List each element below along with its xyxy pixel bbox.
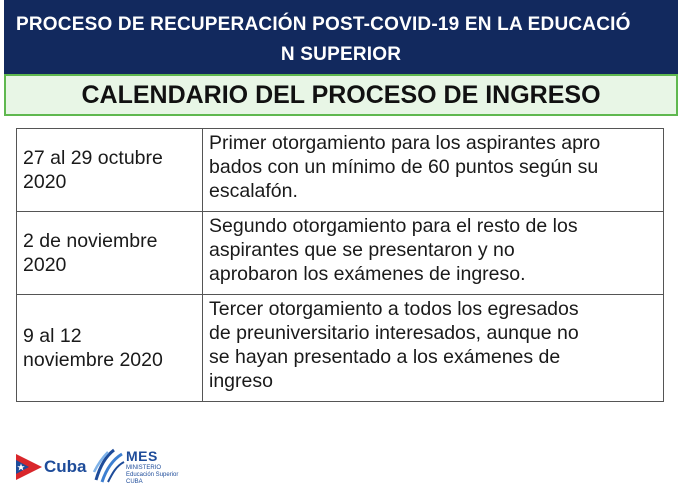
table-row (17, 212, 664, 295)
description-line: bados con un mínimo de 60 puntos según su (209, 156, 599, 178)
cuba-logo (14, 452, 87, 484)
mes-logo-text: MES (126, 448, 158, 464)
description-line: ingreso (209, 370, 273, 392)
description-cell (203, 295, 664, 402)
date-line: 2 de noviembre (23, 230, 158, 252)
description-line: Primer otorgamiento para los aspirantes apro (209, 132, 601, 154)
date-cell (17, 295, 203, 402)
table-row (17, 295, 664, 402)
footer-logos (14, 446, 194, 486)
date-cell (17, 129, 203, 212)
mes-sub-line: MINISTERIO (126, 465, 162, 471)
description-line: se hayan presentado a los exámenes de (209, 346, 561, 368)
date-line: 2020 (23, 171, 67, 193)
cuba-logo-text: Cuba (44, 457, 87, 476)
description-line: Segundo otorgamiento para el resto de los (209, 215, 578, 237)
date-line: noviembre 2020 (23, 349, 163, 371)
mes-sub-line: Educación Superior (126, 472, 179, 478)
date-cell (17, 212, 203, 295)
cuba-flag-icon (14, 452, 44, 482)
description-line: escalafón. (209, 180, 298, 202)
description-line: de preuniversitario interesados, aunque no (209, 322, 579, 344)
subtitle-box (4, 74, 678, 116)
date-line: 9 al 12 (23, 325, 82, 347)
mes-logo (92, 446, 192, 486)
description-cell (203, 212, 664, 295)
banner-title-line2: N SUPERIOR (280, 44, 402, 65)
mes-emblem-icon (92, 446, 126, 484)
mes-sub-line: CUBA (126, 479, 143, 485)
mes-logo-subtitle (126, 465, 178, 486)
top-banner (4, 0, 678, 76)
schedule-table (16, 128, 664, 402)
date-line: 2020 (23, 254, 67, 276)
description-line: aspirantes que se presentaron y no (209, 239, 515, 261)
date-line: 27 al 29 octubre (23, 147, 163, 169)
description-cell (203, 129, 664, 212)
table-row (17, 129, 664, 212)
description-line: Tercer otorgamiento a todos los egresados (209, 298, 579, 320)
subtitle-text: CALENDARIO DEL PROCESO DE INGRESO (81, 80, 601, 109)
banner-title-line1: PROCESO DE RECUPERACIÓN POST-COVID-19 EN LA EDUCACIÓ (16, 14, 631, 35)
description-line: aprobaron los exámenes de ingreso. (209, 263, 526, 285)
